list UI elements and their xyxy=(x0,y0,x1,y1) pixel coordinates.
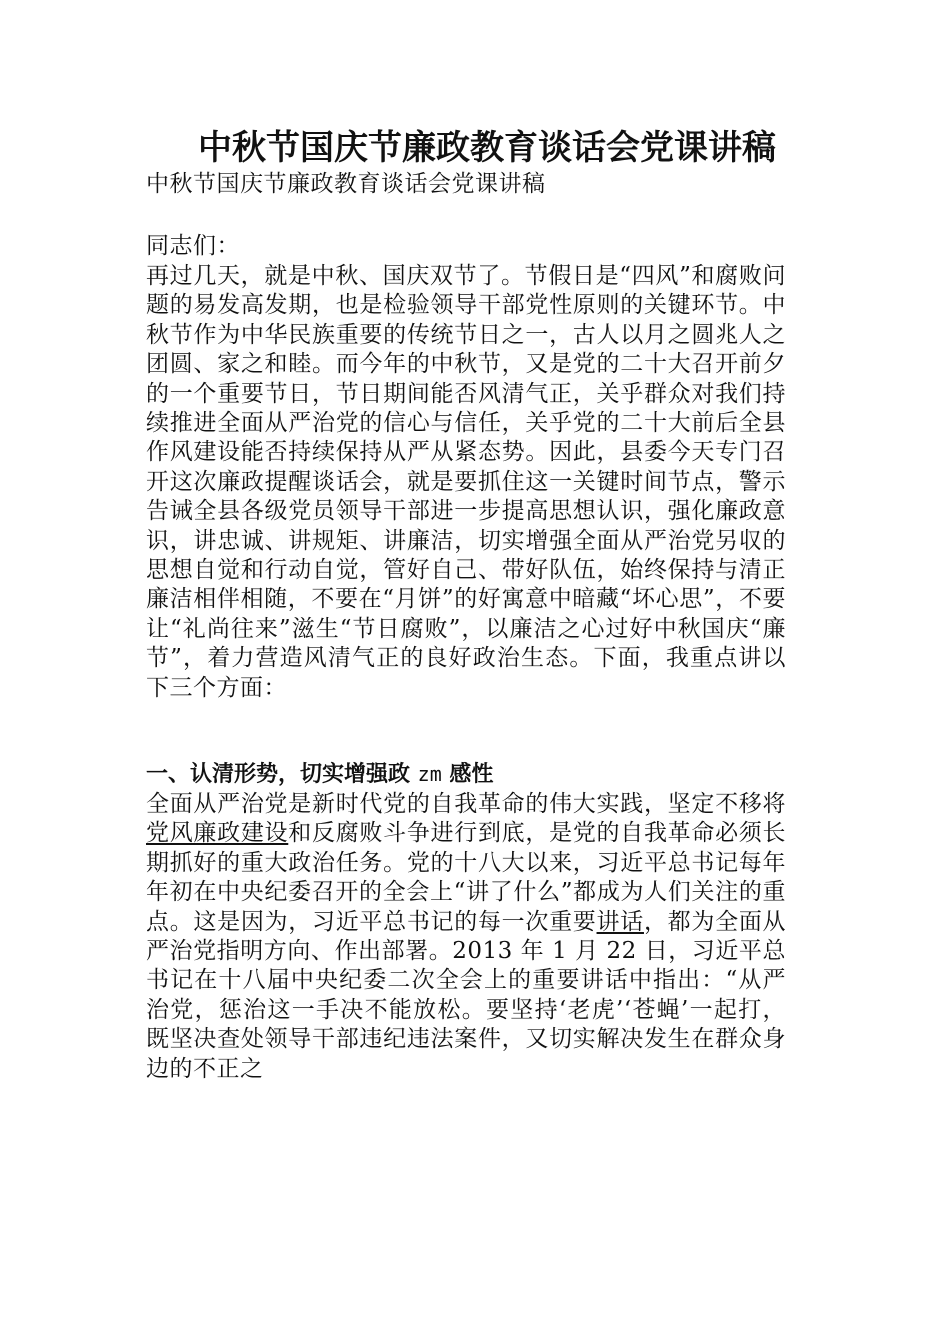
document-subtitle: 中秋节国庆节廉政教育谈话会党课讲稿 xyxy=(146,171,546,197)
section-heading-1 xyxy=(146,758,493,791)
paragraph-section-1-text-1: 全面从严治党是新时代党的自我革命的伟大实践，坚定不移将 xyxy=(146,791,786,817)
paragraph-intro-alt-glyph: 另収 xyxy=(715,527,763,554)
link-speech[interactable]: 讲话 xyxy=(596,908,644,935)
paragraph-intro-text-1: 再过几天，就是中秋、国庆双节了。节假日是“四风”和腐败问题的易发高发期，也是检验领导干部党性原则的关键环节。中秋节作为中华民族重要的传统节日之一，古人以月之圆兆人之团圆、家之和睦。而今年的中秋节，又是党的二十大召开前夕的一个重要节日，节日期间能否风清气正，关乎群众对我们持续推进全面从严治党的信心与信任，关乎党的二十大前后全县作风建设能否持续保持从严从紧态势。因此，县委今天专门召开这次廉政提醒谈话会，就是要抓住这一关键时间节点，警示告诫全县各级党员领导干部进一步提高思想认识，强化廉政意识，讲忠诚、讲规矩、讲廉洁，切实增强全面从严治党 xyxy=(146,263,786,554)
paragraph-intro-text-2: 的思想自觉和行动自觉，管好自己、带好队伍，始终保持与清正廉洁相伴相随，不要在“月饼”的好寓意中暗藏“坏心思”，不要让“礼尚往来”滋生“节日腐败”，以廉洁之心过好中秋国庆“廉节”，着力营造风清气正的良好政治生态。下面，我重点讲以下三个方面： xyxy=(146,527,787,701)
document-title: 中秋节国庆节廉政教育谈话会党课讲稿 xyxy=(198,128,776,168)
paragraph-section-1-text-2: 和反腐败斗争进行到底，是党的自我革命必须长期抓好的重大政治任务。党的十八大以来，习近平总书记每年年初在中央纪委召开的全会上“讲了什么”都成为人们关注的重点。这是因为，习近平总书记的每一次重要 xyxy=(146,820,787,935)
paragraph-intro xyxy=(146,262,786,703)
greeting: 同志们： xyxy=(146,233,240,259)
paragraph-section-1 xyxy=(146,790,786,1084)
section-heading-1-text-a: 一、认清形势，切实增强政 xyxy=(146,762,418,787)
section-heading-1-text-b: 感性 xyxy=(441,762,494,787)
paragraph-section-1-text-3: ，都为全面从严治党指明方向、作出部署。2013 年 1 月 22 日，习近平总书记在十八届中央纪委二次全会上的重要讲话中指出：“从严治党，惩治这一手决不能放松。要坚持‘老虎’‘苍蝇’一起打，既坚决查处领导干部违纪违法案件，又切实解决发生在群众身边的不正之 xyxy=(146,908,787,1082)
section-heading-1-latin: zm xyxy=(417,762,442,786)
link-party-conduct[interactable]: 党风廉政建设 xyxy=(146,820,289,847)
